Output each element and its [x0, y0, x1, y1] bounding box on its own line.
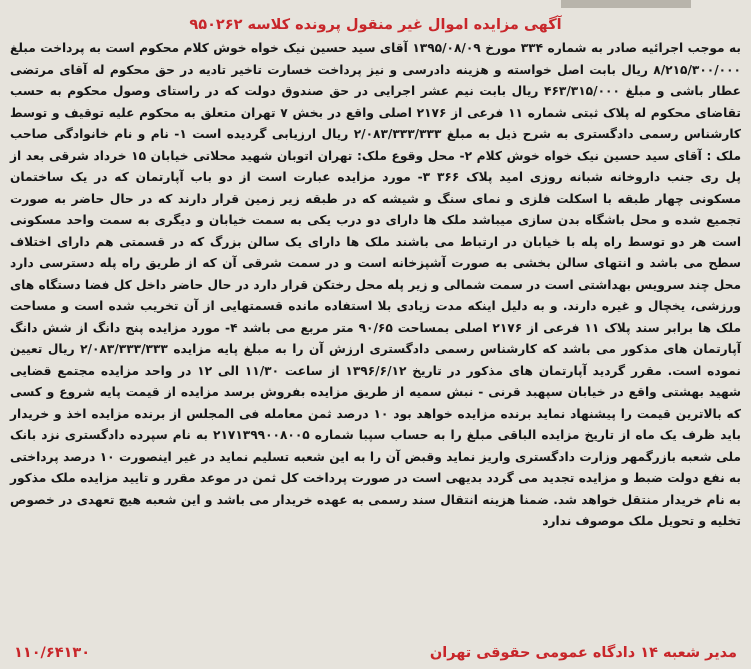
notice-body: به موجب اجرائیه صادر به شماره ۳۳۴ مورخ ۱۳۹۵/۰۸/۰۹ آقای سید حسین نیک خواه خوش کلام محکوم است به پرداخت مبلغ ۸/۲۱۵/۳۰۰/۰۰۰ ریال بابت اصل خواسته و هزینه دادرسی و نیز پرداخت خسارت تاخیر تادیه در حق محکوم له آقای مرتضی عطار باشی و مبلغ ۴۶۳/۳۱۵/۰۰۰ ریال بابت نیم عشر اجرایی در حق صندوق دولت که در راستای وصول محکوم به حسب تقاضای محکوم له پلاک ثبتی شماره ۱۱ فرعی از ۲۱۷۶ اصلی واقع در بخش ۷ تهران متعلق به محکوم علیه توقیف و توسط کارشناس رسمی دادگستری به شرح ذیل به مبلغ ۲/۰۸۳/۳۳۳/۳۳۳ ریال ارزیابی گردیده است ۱- نام و نام خانوادگی صاحب ملک : آقای سید حسین نیک خواه خوش کلام ۲- محل وقوع ملک: تهران اتوبان شهید محلاتی خیابان ۱۵ خرداد شرقی بعد از پل ری جنب داروخانه شبانه روزی امید پلاک ۳۶۶ ۳- مورد مزایده عبارت است از دو باب آپارتمان که در یک ساختمان مسکونی چهار طبقه با اسکلت فلزی و نمای سنگ و شیشه که در طبقه زیر زمین قرار دارند که در حال حاضر به صورت تجمیع شده و محل باشگاه بدن سازی میباشد ملک ها دارای دو درب یکی به سمت خیابان و دیگری به سمت واحد مسکونی است هر دو توسط راه پله با خیابان در ارتباط می باشند ملک ها دارای یک سالن بزرگ که در قسمتی هم دارای اختلاف سطح می باشد و انتهای سالن بخشی به صورت آشپزخانه است و در سمت شرقی آن که از طریق راه پله دسترسی دارد محل چند سرویس بهداشتی است در سمت شمالی و زیر پله محل رختکن قرار دارد در حال حاضر داخل کل فضا دستگاه های ورزشی، یخچال و غیره دارند. و به دلیل اینکه مدت زیادی بلا استفاده مانده قسمتهایی از آن تخریب شده است و مساحت ملک ها برابر سند پلاک ۱۱ فرعی از ۲۱۷۶ اصلی بمساحت ۹۰/۶۵ متر مربع می باشد ۴- مورد مزایده پنج دانگ از شش دانگ آپارتمان های مذکور می باشد که کارشناس رسمی دادگستری ارزش آن را به مبلغ پایه مزایده ۲/۰۸۳/۳۳۳/۳۳۳ ریال تعیین نموده است. مقرر گردید آپارتمان های مذکور در تاریخ ۱۳۹۶/۶/۱۲ از ساعت ۱۱/۳۰ الی ۱۲ در واحد مزایده مجتمع قضایی شهید بهشتی واقع در خیابان سپهبد قرنی - نبش سمیه از طریق مزایده بفروش برسد مزایده از قیمت پایه شروع و کسی که بالاترین قیمت را پیشنهاد نماید برنده مزایده خواهد بود ۱۰ درصد ثمن معامله فی المجلس از برنده مزایده اخذ و خریدار باید ظرف یک ماه از تاریخ مزایده الباقی مبلغ را به حساب سپبا شماره ۲۱۷۱۳۹۹۰۰۸۰۰۵ به نام سپرده دادگستری نزد بانک ملی شعبه بازرگمهر وزارت دادگستری واریز نماید وقبض آن را به این شعبه تسلیم نماید در غیر اینصورت ۱۰ درصد پرداختی به نفع دولت ضبط و مزایده تجدید می گردد بدیهی است در صورت پرداخت کل ثمن در موعد مقرر و تایید مزایده ملک مذکور به نام خریدار منتقل خواهد شد. ضمنا هزینه انتقال سند رسمی به عهده خریدار می باشد و این شعبه هیچ تعهدی در خصوص تخلیه و تحویل ملک موصوف ندارد [10, 41, 742, 528]
notice-footer [14, 645, 737, 661]
header-strip [561, 0, 691, 8]
notice-code: ۱۱۰/۶۴۱۳۰ [14, 645, 91, 661]
signer-title: مدیر شعبه ۱۴ دادگاه عمومی حقوقی تهران [429, 645, 737, 661]
notice-title: آگهی مزایده اموال غیر منقول پرونده کلاسه ۹۵۰۲۶۲ [189, 17, 562, 33]
